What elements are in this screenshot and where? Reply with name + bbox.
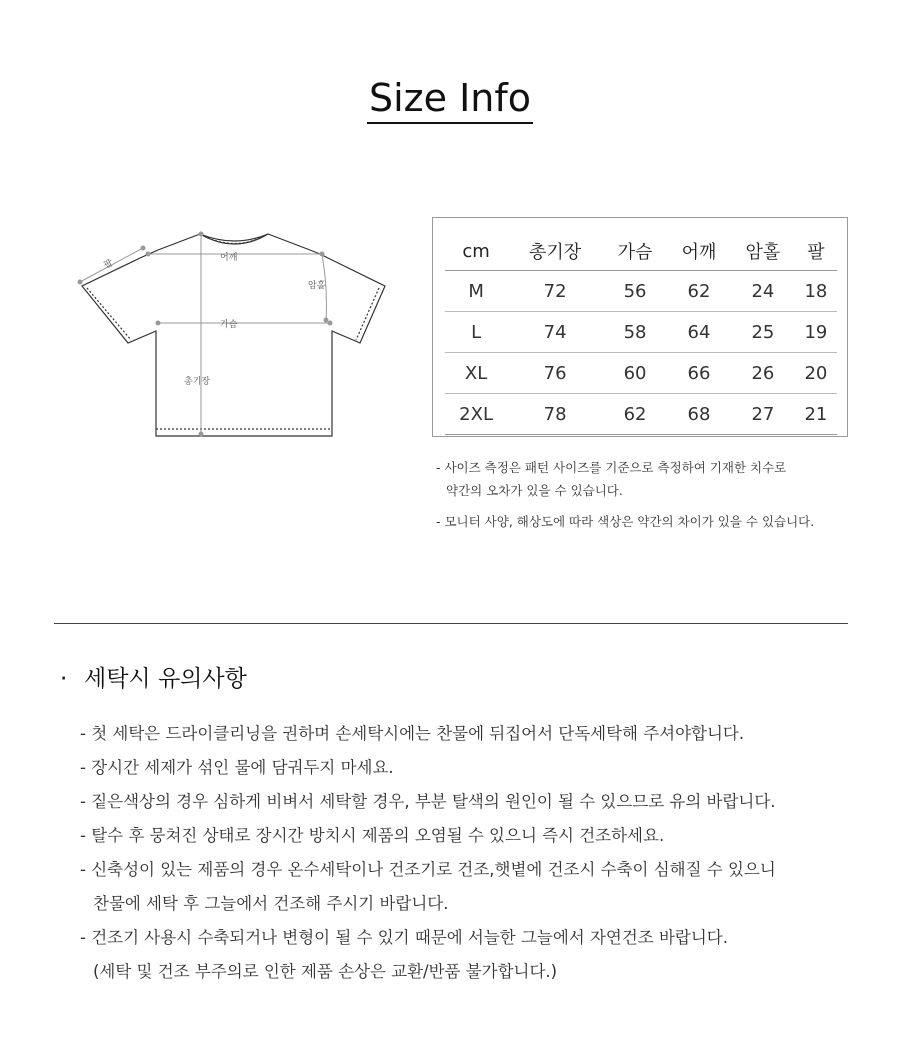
value-cell: 66 xyxy=(667,353,731,394)
list-item: 찬물에 세탁 후 그늘에서 건조해 주시기 바랍니다. xyxy=(93,894,449,913)
note-monitor: - 모니터 사양, 해상도에 따라 색상은 약간의 차이가 있을 수 있습니다. xyxy=(436,514,815,529)
header-shoulder: 어깨 xyxy=(667,232,731,271)
size-table-header-row xyxy=(445,232,837,271)
size-notes xyxy=(436,456,856,541)
table-row xyxy=(445,312,837,353)
tshirt-measurement-diagram xyxy=(70,220,400,450)
care-instructions xyxy=(80,720,860,992)
value-cell: 62 xyxy=(667,271,731,312)
value-cell: 68 xyxy=(667,394,731,435)
header-length: 총기장 xyxy=(507,232,603,271)
note-text: 약간의 오차가 있을 수 있습니다. xyxy=(446,483,623,498)
size-table-box xyxy=(432,217,848,437)
armhole-label: 암홀 xyxy=(308,281,326,291)
section-divider xyxy=(54,623,848,624)
chest-label: 가슴 xyxy=(220,320,238,330)
value-cell: 18 xyxy=(795,271,837,312)
table-row xyxy=(445,271,837,312)
value-cell: 58 xyxy=(603,312,667,353)
care-section-title xyxy=(60,660,247,693)
value-cell: 64 xyxy=(667,312,731,353)
size-cell: L xyxy=(445,312,507,353)
list-item: - 건조기 사용시 수축되거나 변형이 될 수 있기 때문에 서늘한 그늘에서 자연건조 바랍니다. xyxy=(80,928,728,947)
sleeve-label: 팔 xyxy=(102,258,115,272)
care-title-text: 세탁시 유의사항 xyxy=(84,666,247,692)
value-cell: 19 xyxy=(795,312,837,353)
value-cell: 78 xyxy=(507,394,603,435)
header-unit: cm xyxy=(445,232,507,271)
size-cell: M xyxy=(445,271,507,312)
note-measurement xyxy=(436,456,856,502)
tshirt-collar xyxy=(200,234,268,244)
header-sleeve: 팔 xyxy=(795,232,837,271)
value-cell: 62 xyxy=(603,394,667,435)
size-table xyxy=(445,232,837,435)
list-item: - 탈수 후 뭉쳐진 상태로 장시간 방치시 제품의 오염될 수 있으니 즉시 건조하세요. xyxy=(80,826,665,845)
page-title: Size Info xyxy=(0,76,900,120)
list-item: - 장시간 세제가 섞인 물에 담궈두지 마세요. xyxy=(80,758,394,777)
length-label: 총기장 xyxy=(184,377,211,387)
size-cell: 2XL xyxy=(445,394,507,435)
list-item: (세탁 및 건조 부주의로 인한 제품 손상은 교환/반품 불가합니다.) xyxy=(93,962,558,981)
value-cell: 27 xyxy=(731,394,795,435)
value-cell: 20 xyxy=(795,353,837,394)
value-cell: 72 xyxy=(507,271,603,312)
list-item: - 첫 세탁은 드라이클리닝을 권하며 손세탁시에는 찬물에 뒤집어서 단독세탁해 주셔야합니다. xyxy=(80,724,745,743)
table-row xyxy=(445,353,837,394)
value-cell: 56 xyxy=(603,271,667,312)
bullet-icon: · xyxy=(60,666,68,692)
list-item: - 신축성이 있는 제품의 경우 온수세탁이나 건조기로 건조,햇볕에 건조시 수축이 심해질 수 있으니 xyxy=(80,860,776,879)
value-cell: 26 xyxy=(731,353,795,394)
header-armhole: 암홀 xyxy=(731,232,795,271)
value-cell: 76 xyxy=(507,353,603,394)
value-cell: 25 xyxy=(731,312,795,353)
value-cell: 74 xyxy=(507,312,603,353)
table-row xyxy=(445,394,837,435)
value-cell: 60 xyxy=(603,353,667,394)
value-cell: 21 xyxy=(795,394,837,435)
list-item: - 짙은색상의 경우 심하게 비벼서 세탁할 경우, 부분 탈색의 원인이 될 수 있으므로 유의 바랍니다. xyxy=(80,792,776,811)
value-cell: 24 xyxy=(731,271,795,312)
note-text: - 사이즈 측정은 패턴 사이즈를 기준으로 측정하여 기재한 치수로 xyxy=(436,460,787,475)
header-chest: 가슴 xyxy=(603,232,667,271)
size-cell: XL xyxy=(445,353,507,394)
tshirt-outline xyxy=(82,234,385,436)
shoulder-label: 어깨 xyxy=(220,253,238,263)
